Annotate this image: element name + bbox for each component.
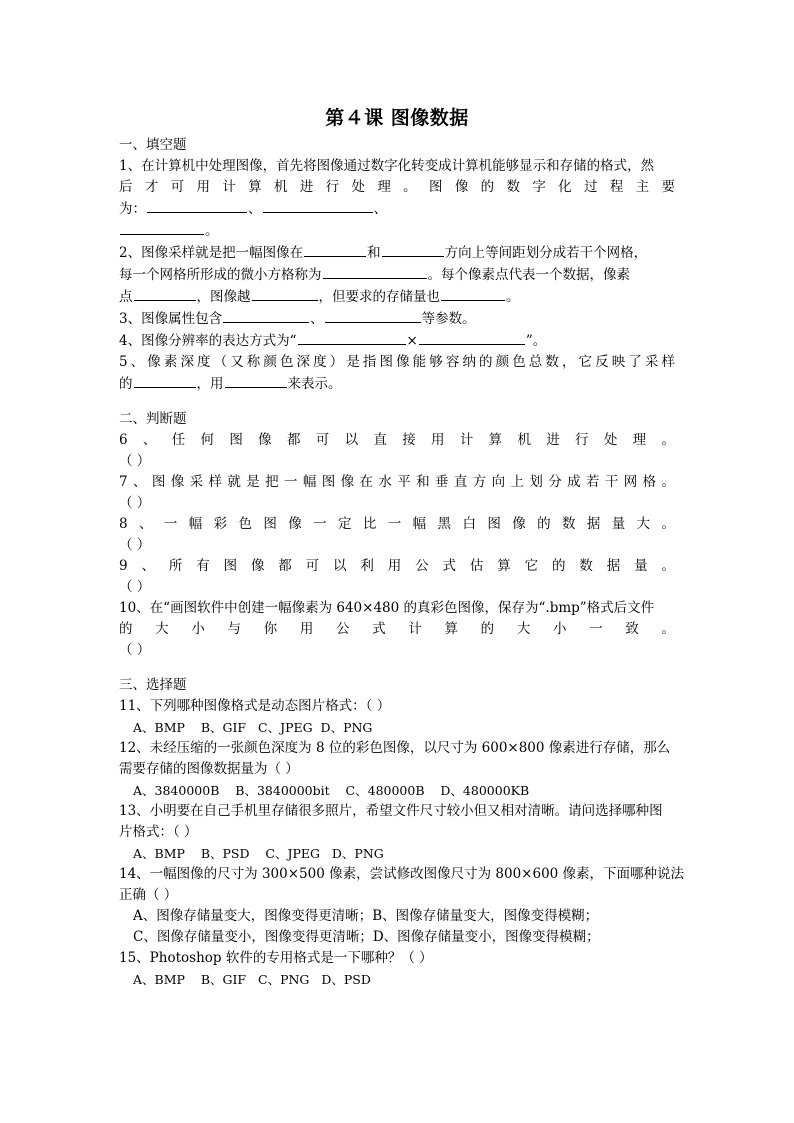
section-heading-judge: 二、判断题 (119, 411, 187, 427)
worksheet (119, 105, 685, 990)
q3-text-c: 等参数。 (421, 311, 476, 327)
q5-text-b: ，用 (196, 376, 224, 392)
q8-line: 8、一幅彩色图像一定比一幅黑白图像的数据量大。 (119, 516, 675, 532)
q4-text-c: ”。 (525, 333, 547, 349)
q7-answer[interactable]: （ ） (119, 495, 151, 511)
q5-blank-2[interactable] (225, 373, 287, 388)
q10-answer[interactable]: （ ） (119, 642, 151, 658)
q4-blank-1[interactable] (298, 330, 406, 345)
q1-blank-2[interactable] (263, 198, 373, 213)
q5-text-c: 来表示。 (287, 376, 342, 392)
q14-options-cd[interactable]: C、图像存储量变小，图像变得更清晰；D、图像存储量变小，图像变得模糊； (133, 929, 600, 945)
q5-text-a: 的 (119, 376, 133, 392)
q12-options[interactable]: A、3840000B B、3840000bit C、480000B D、480000KB (133, 783, 530, 798)
q1-sep-2: 、 (373, 201, 387, 217)
q1-line1: 1、在计算机中处理图像，首先将图像通过数字化转变成计算机能够显示和存储的格式，然 (119, 158, 655, 174)
q9-line: 9、所有图像都可以利用公式估算它的数据量。 (119, 558, 675, 574)
q2-blank-2[interactable] (382, 242, 444, 257)
q2-text-f: 点 (119, 289, 133, 305)
q4-text-a: 4、图像分辨率的表达方式为“ (119, 333, 297, 349)
q1-line2: 后才可用计算机进行处理。图像的数字化过程主要 (119, 179, 675, 195)
q13-line1: 13、小明要在自己手机里存储很多照片，希望文件尺寸较小但又相对清晰。请问选择哪种图 (119, 803, 663, 819)
q12-line1: 12、未经压缩的一张颜色深度为 8 位的彩色图像，以尺寸为 600×800 像素进行存储，那么 (119, 740, 671, 756)
q3-text-a: 3、图像属性包含 (119, 311, 223, 327)
q2-blank-6[interactable] (441, 286, 505, 301)
q13-options[interactable]: A、BMP B、PSD C、JPEG D、PNG (133, 846, 384, 861)
q2-line3 (119, 286, 675, 308)
q8-answer[interactable]: （ ） (119, 537, 151, 553)
q12-line2: 需要存储的图像数据量为（ ） (119, 761, 299, 777)
q14-options-ab[interactable]: A、图像存储量变大，图像变得更清晰；B、图像存储量变大，图像变得模糊； (133, 908, 599, 924)
q5-line1: 5、像素深度（又称颜色深度）是指图像能够容纳的颜色总数，它反映了采样 (119, 354, 675, 370)
q1-end: 。 (205, 223, 219, 239)
q1-line4 (119, 220, 675, 242)
q1-line3 (119, 198, 675, 220)
q2-text-b: 和 (367, 245, 381, 261)
section-heading-choice: 三、选择题 (119, 677, 187, 693)
q11-options[interactable]: A、BMP B、GIF C、JPEG D、PNG (133, 720, 373, 735)
q2-text-a: 2、图像采样就是把一幅图像在 (119, 245, 304, 261)
q2-blank-5[interactable] (252, 286, 318, 301)
q2-text-i: 。 (506, 289, 520, 305)
q10-line2: 的大小与你用公式计算的大小一致。 (119, 621, 675, 637)
q6-answer[interactable]: （ ） (119, 453, 151, 469)
q3-blank-2[interactable] (325, 308, 421, 323)
section-heading-fill: 一、填空题 (119, 137, 187, 153)
q3-blank-1[interactable] (223, 308, 309, 323)
q1-blank-1[interactable] (147, 198, 247, 213)
q15-line: 15、Photoshop 软件的专用格式是一下哪种？（ ） (119, 950, 433, 966)
q4-blank-2[interactable] (419, 330, 525, 345)
q4-line (119, 330, 675, 352)
q15-options[interactable]: A、BMP B、GIF C、PNG D、PSD (133, 972, 371, 987)
q2-line1 (119, 242, 675, 264)
q14-line2: 正确（ ） (119, 887, 178, 903)
page-title: 第４课 图像数据 (325, 107, 469, 129)
q1-blank-3[interactable] (120, 220, 204, 235)
q3-line (119, 308, 675, 330)
q3-text-b: 、 (310, 311, 324, 327)
q6-line: 6、任何图像都可以直接用计算机进行处理。 (119, 432, 675, 448)
q5-line2 (119, 373, 675, 395)
q2-text-c: 方向上等间距划分成若干个网格， (444, 245, 648, 261)
q2-text-h: ，但要求的存储量也 (318, 289, 440, 305)
q2-blank-1[interactable] (304, 242, 366, 257)
q13-line2: 片格式：（ ） (119, 824, 198, 840)
q14-line1: 14、一幅图像的尺寸为 300×500 像素，尝试修改图像尺寸为 800×600 像素，下面哪种说法 (119, 866, 685, 882)
q5-blank-1[interactable] (134, 373, 196, 388)
q2-text-g: ，图像越 (196, 289, 251, 305)
q4-text-b: × (406, 333, 418, 349)
q9-answer[interactable]: （ ） (119, 579, 151, 595)
q10-line1: 10、在“画图软件中创建一幅像素为 640×480 的真彩色图像，保存为“.bmp”格式后文件 (119, 600, 655, 616)
q2-blank-4[interactable] (134, 286, 196, 301)
q11-line: 11、下列哪种图像格式是动态图片格式：（ ） (119, 698, 391, 714)
q2-text-d: 每一个网格所形成的微小方格称为 (119, 267, 322, 283)
q7-line: 7、图像采样就是把一幅图像在水平和垂直方向上划分成若干网格。 (119, 474, 675, 490)
q1-prefix: 为： (119, 201, 146, 217)
q2-blank-3[interactable] (323, 264, 427, 279)
q2-line2 (119, 264, 675, 286)
q2-text-e: 。每个像素点代表一个数据，像素 (427, 267, 630, 283)
q1-sep-1: 、 (248, 201, 262, 217)
